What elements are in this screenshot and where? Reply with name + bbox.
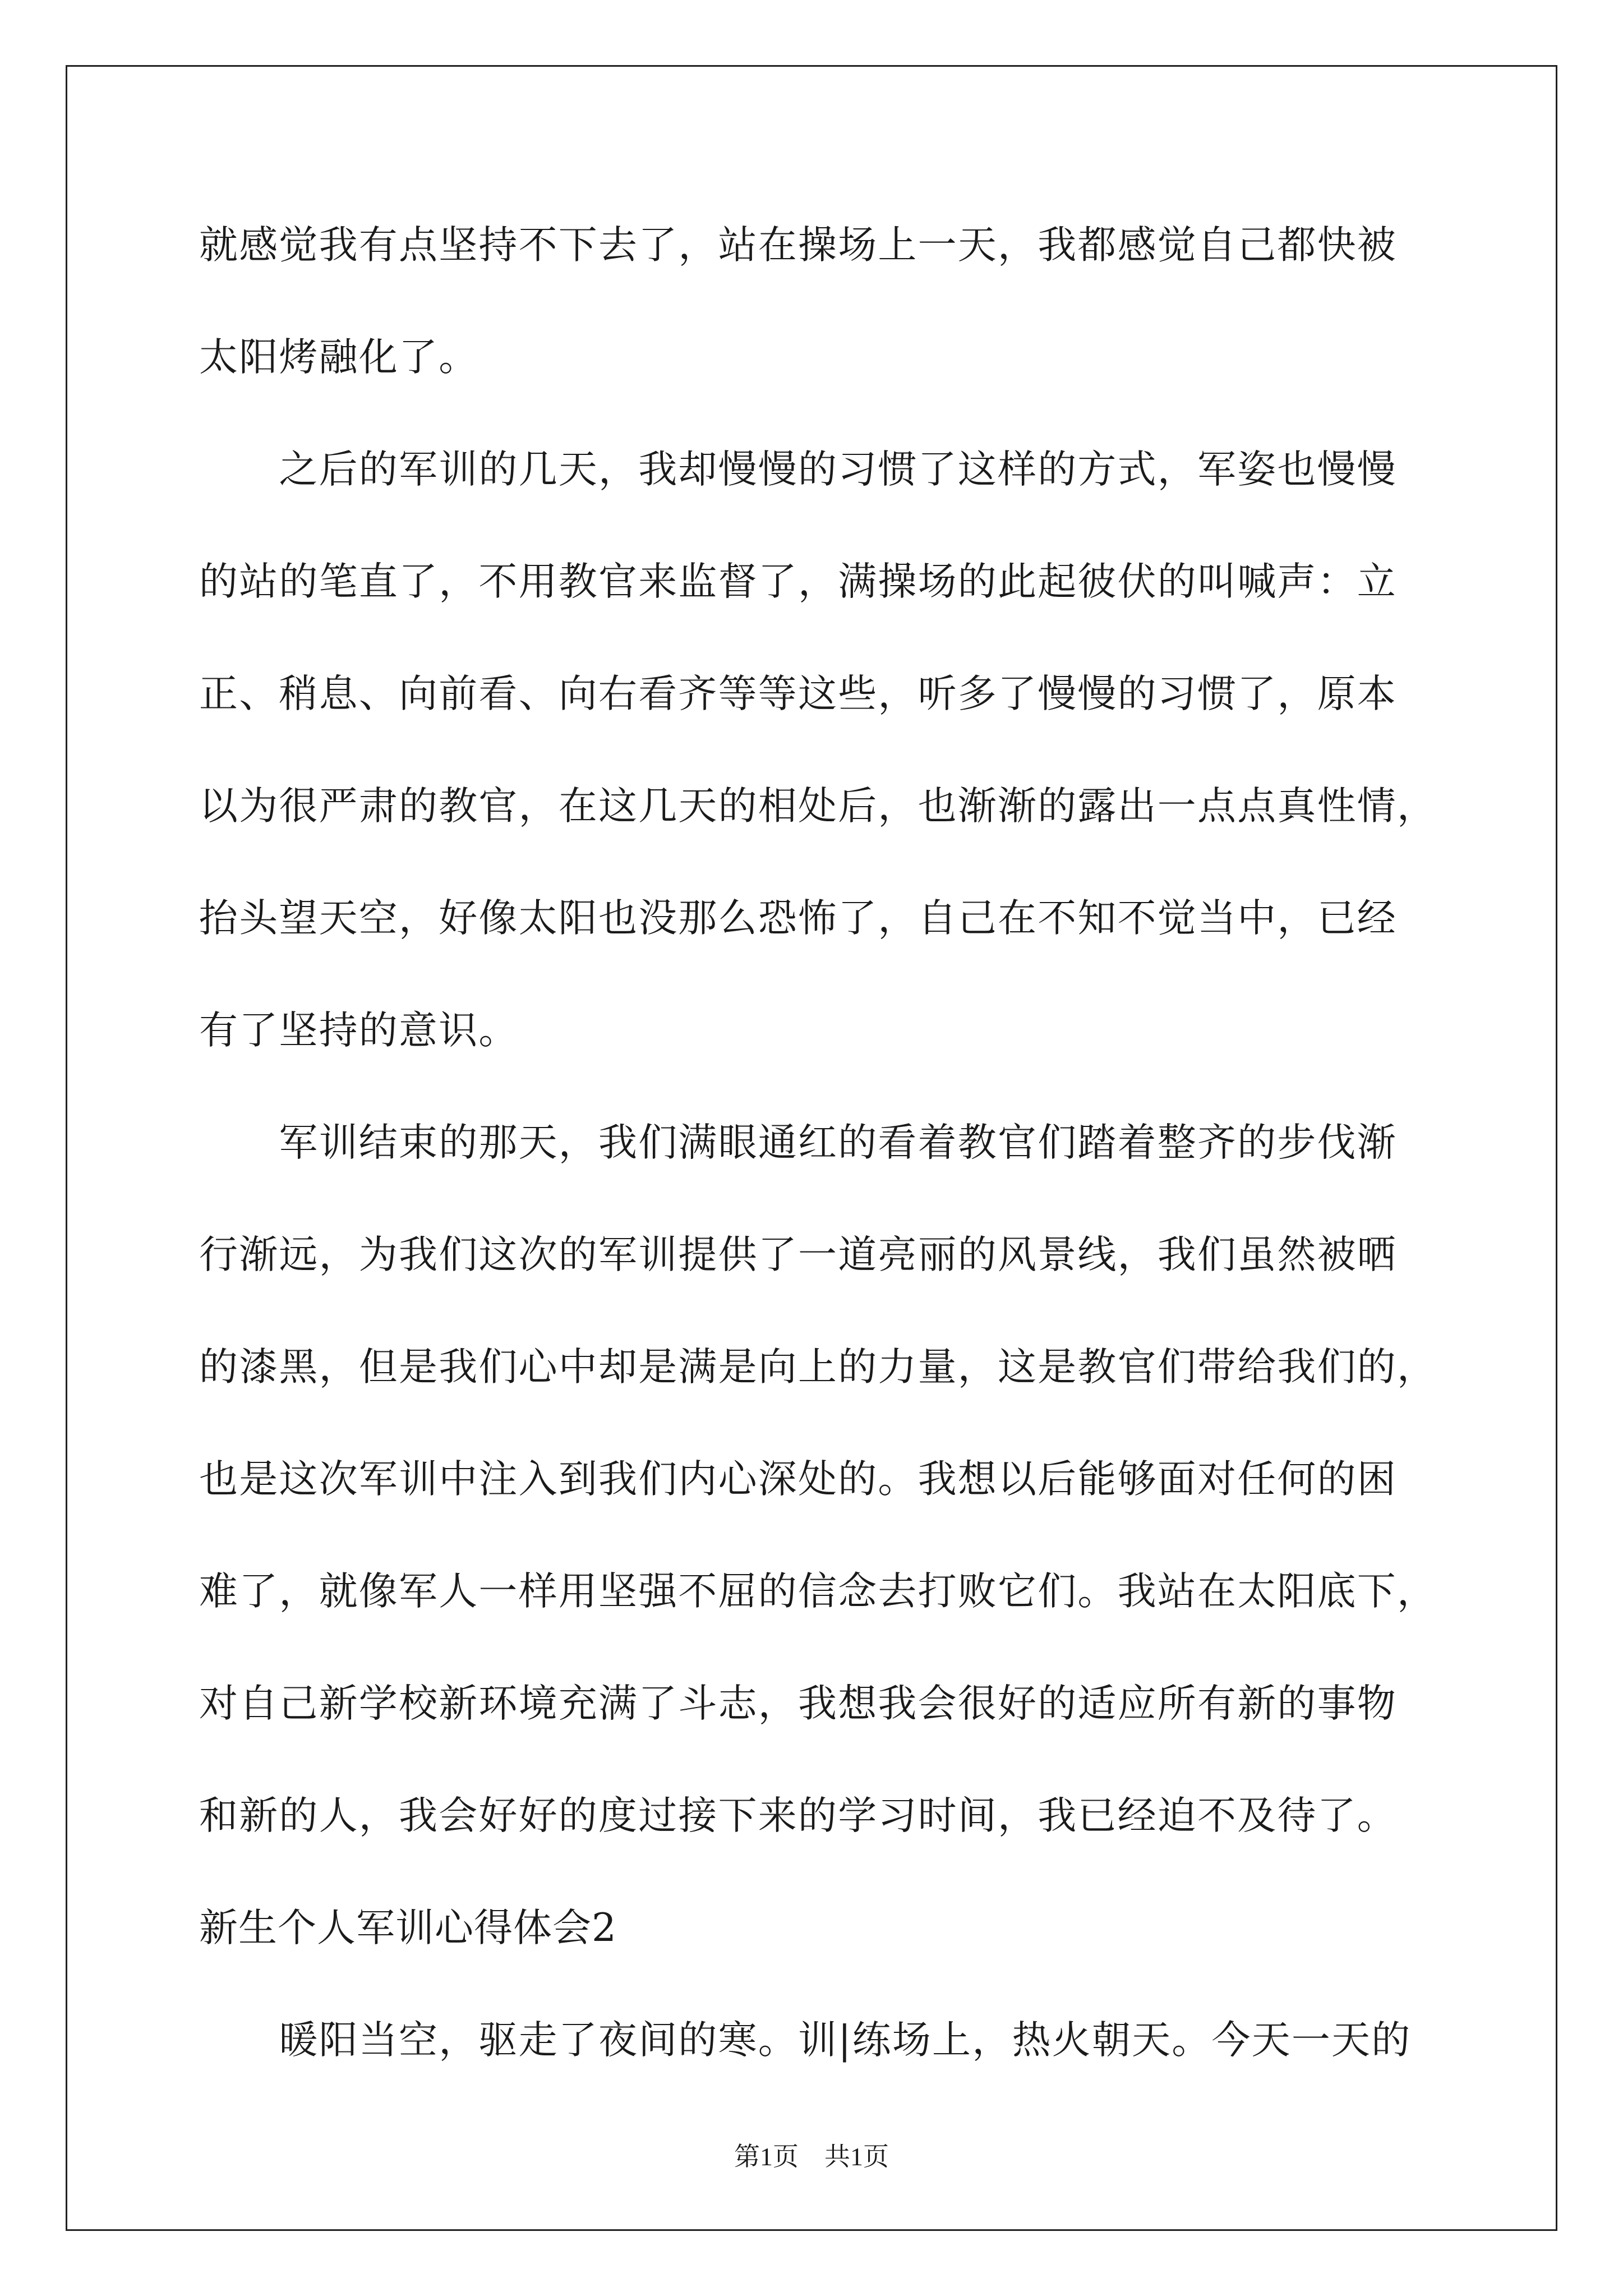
- page-number-total: 共1页: [824, 2142, 889, 2171]
- section-heading: 新生个人军训心得体会2: [199, 1906, 617, 1950]
- paragraph-3-line-4: 也是这次军训中注入到我们内心深处的。我想以后能够面对任何的困: [199, 1457, 1397, 1502]
- paragraph-2-line-5: 抬头望天空，好像太阳也没那么恐怖了，自己在不知不觉当中，已经: [199, 896, 1397, 941]
- paragraph-2-line-1: 之后的军训的几天，我却慢慢的习惯了这样的方式，军姿也慢慢: [199, 447, 1397, 492]
- paragraph-3-line-1: 军训结束的那天，我们满眼通红的看着教官们踏着整齐的步伐渐: [199, 1120, 1397, 1165]
- page-number-current: 第1页: [734, 2142, 799, 2171]
- paragraph-1-line-1: 就感觉我有点坚持不下去了，站在操场上一天，我都感觉自己都快被: [199, 223, 1397, 268]
- paragraph-3-line-2: 行渐远，为我们这次的军训提供了一道亮丽的风景线，我们虽然被晒: [199, 1232, 1397, 1277]
- paragraph-3-line-6: 对自己新学校新环境充满了斗志，我想我会很好的适应所有新的事物: [199, 1681, 1397, 1726]
- paragraph-2-line-2: 的站的笔直了，不用教官来监督了，满操场的此起彼伏的叫喊声：立: [199, 559, 1397, 604]
- paragraph-3-line-7: 和新的人，我会好好的度过接下来的学习时间，我已经迫不及待了。: [199, 1793, 1397, 1838]
- paragraph-2-line-3: 正、稍息、向前看、向右看齐等等这些，听多了慢慢的习惯了，原本: [199, 671, 1397, 716]
- paragraph-4-line-1: 暖阳当空，驱走了夜间的寒。训|练场上，热火朝天。今天一天的: [199, 2018, 1412, 2063]
- paragraph-3-line-5: 难了，就像军人一样用坚强不屈的信念去打败它们。我站在太阳底下，: [199, 1569, 1437, 1614]
- paragraph-2-line-6: 有了坚持的意识。: [199, 1008, 519, 1053]
- paragraph-3-line-3: 的漆黑，但是我们心中却是满是向上的力量，这是教官们带给我们的，: [199, 1345, 1437, 1389]
- paragraph-1-line-2: 太阳烤融化了。: [199, 335, 479, 380]
- page-footer: [0, 2136, 1623, 2173]
- paragraph-2-line-4: 以为很严肃的教官，在这几天的相处后，也渐渐的露出一点点真性情，: [199, 784, 1437, 829]
